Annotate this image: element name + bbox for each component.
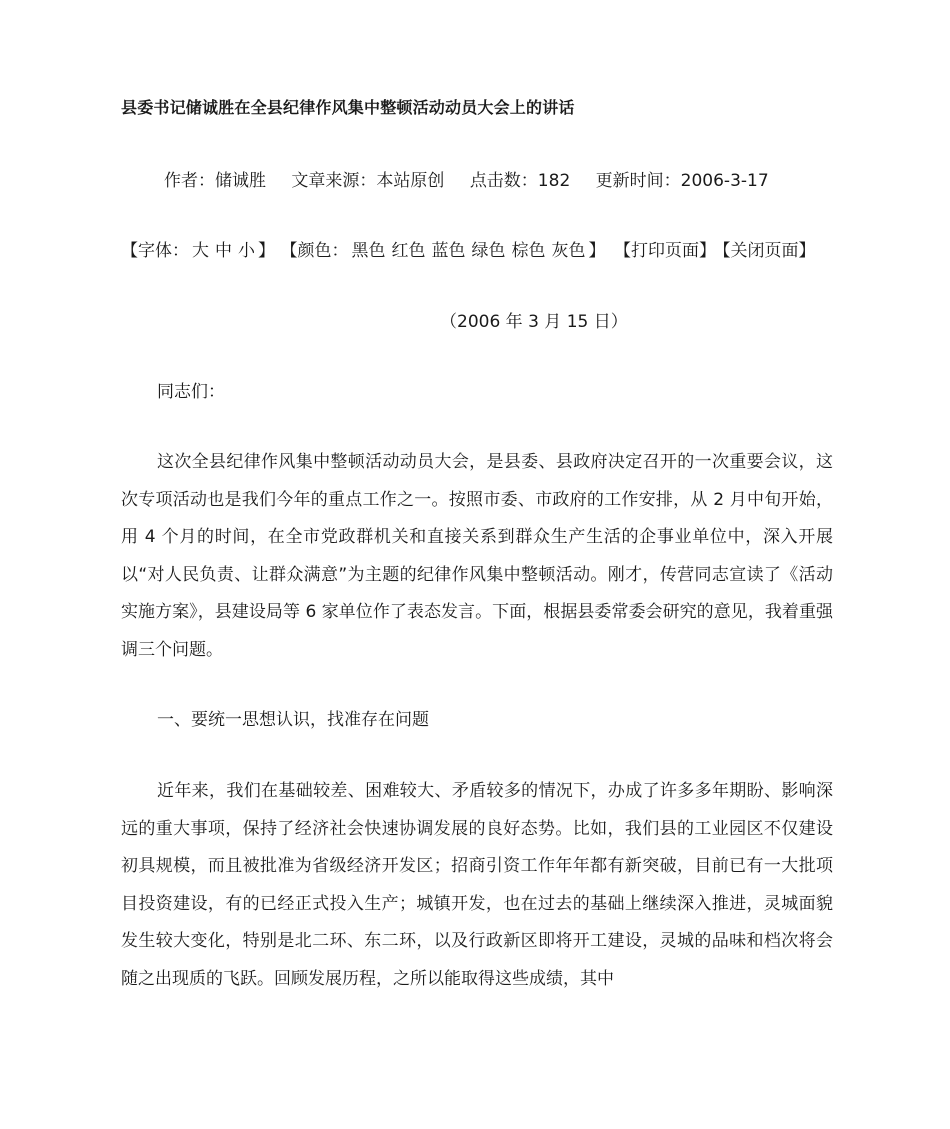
color-label-open: 【颜色： xyxy=(289,241,349,261)
color-red-link[interactable]: 红色 xyxy=(391,241,426,261)
close-page-link[interactable]: 【关闭页面】 xyxy=(722,241,816,261)
font-small-link[interactable]: 小 xyxy=(238,241,255,261)
salutation: 同志们： xyxy=(157,382,225,402)
font-large-link[interactable]: 大 xyxy=(192,241,209,261)
font-medium-link[interactable]: 中 xyxy=(215,241,232,261)
document-title: 县委书记储诚胜在全县纪律作风集中整顿活动动员大会上的讲话 xyxy=(121,98,575,117)
article-meta xyxy=(164,166,789,191)
color-group xyxy=(289,241,606,261)
font-label-close: 】 xyxy=(258,241,275,261)
meta-updated: 更新时间：2006-3-17 xyxy=(595,171,769,191)
meta-hits: 点击数：182 xyxy=(469,171,571,191)
speech-date: （2006 年 3 月 15 日） xyxy=(440,312,628,332)
body-paragraph: 这次全县纪律作风集中整顿活动动员大会，是县委、县政府决定召开的一次重要会议，这次专项活动也是我们今年的重点工作之一。按照市委、市政府的工作安排，从 2 月中旬开始，用 4 个月的时间，在全市党政群机关和直接关系到群众生产生活的企事业单位中，深入开展以“对人民负责、让群众满意”为主题的纪律作风集中整顿活动。刚才，传营同志宣读了《活动实施方案》，县建设局等 6 家单位作了表态发言。下面，根据县委常委会研究的意见，我着重强调三个问题。 xyxy=(121,452,833,660)
color-green-link[interactable]: 绿色 xyxy=(471,241,506,261)
color-black-link[interactable]: 黑色 xyxy=(351,241,386,261)
color-blue-link[interactable]: 蓝色 xyxy=(431,241,466,261)
font-size-group xyxy=(121,241,275,261)
font-label-open: 【字体： xyxy=(121,241,189,261)
display-toolbar xyxy=(121,236,819,261)
section-heading: 一、要统一思想认识，找准存在问题 xyxy=(157,710,429,730)
meta-source: 文章来源：本站原创 xyxy=(291,171,445,191)
print-page-link[interactable]: 【打印页面】 xyxy=(622,241,716,261)
color-label-close: 】 xyxy=(588,241,606,261)
body-paragraph: 近年来，我们在基础较差、困难较大、矛盾较多的情况下，办成了许多多年期盼、影响深远的重大事项，保持了经济社会快速协调发展的良好态势。比如，我们县的工业园区不仅建设初具规模，而且被批准为省级经济开发区；招商引资工作年年都有新突破，目前已有一大批项目投资建设，有的已经正式投入生产；城镇开发，也在过去的基础上继续深入推进，灵城面貌发生较大变化，特别是北二环、东二环，以及行政新区即将开工建设，灵城的品味和档次将会随之出现质的飞跃。回顾发展历程，之所以能取得这些成绩，其中 xyxy=(121,781,833,989)
meta-author: 作者：储诚胜 xyxy=(164,171,266,191)
color-brown-link[interactable]: 棕色 xyxy=(511,241,546,261)
color-gray-link[interactable]: 灰色 xyxy=(551,241,586,261)
